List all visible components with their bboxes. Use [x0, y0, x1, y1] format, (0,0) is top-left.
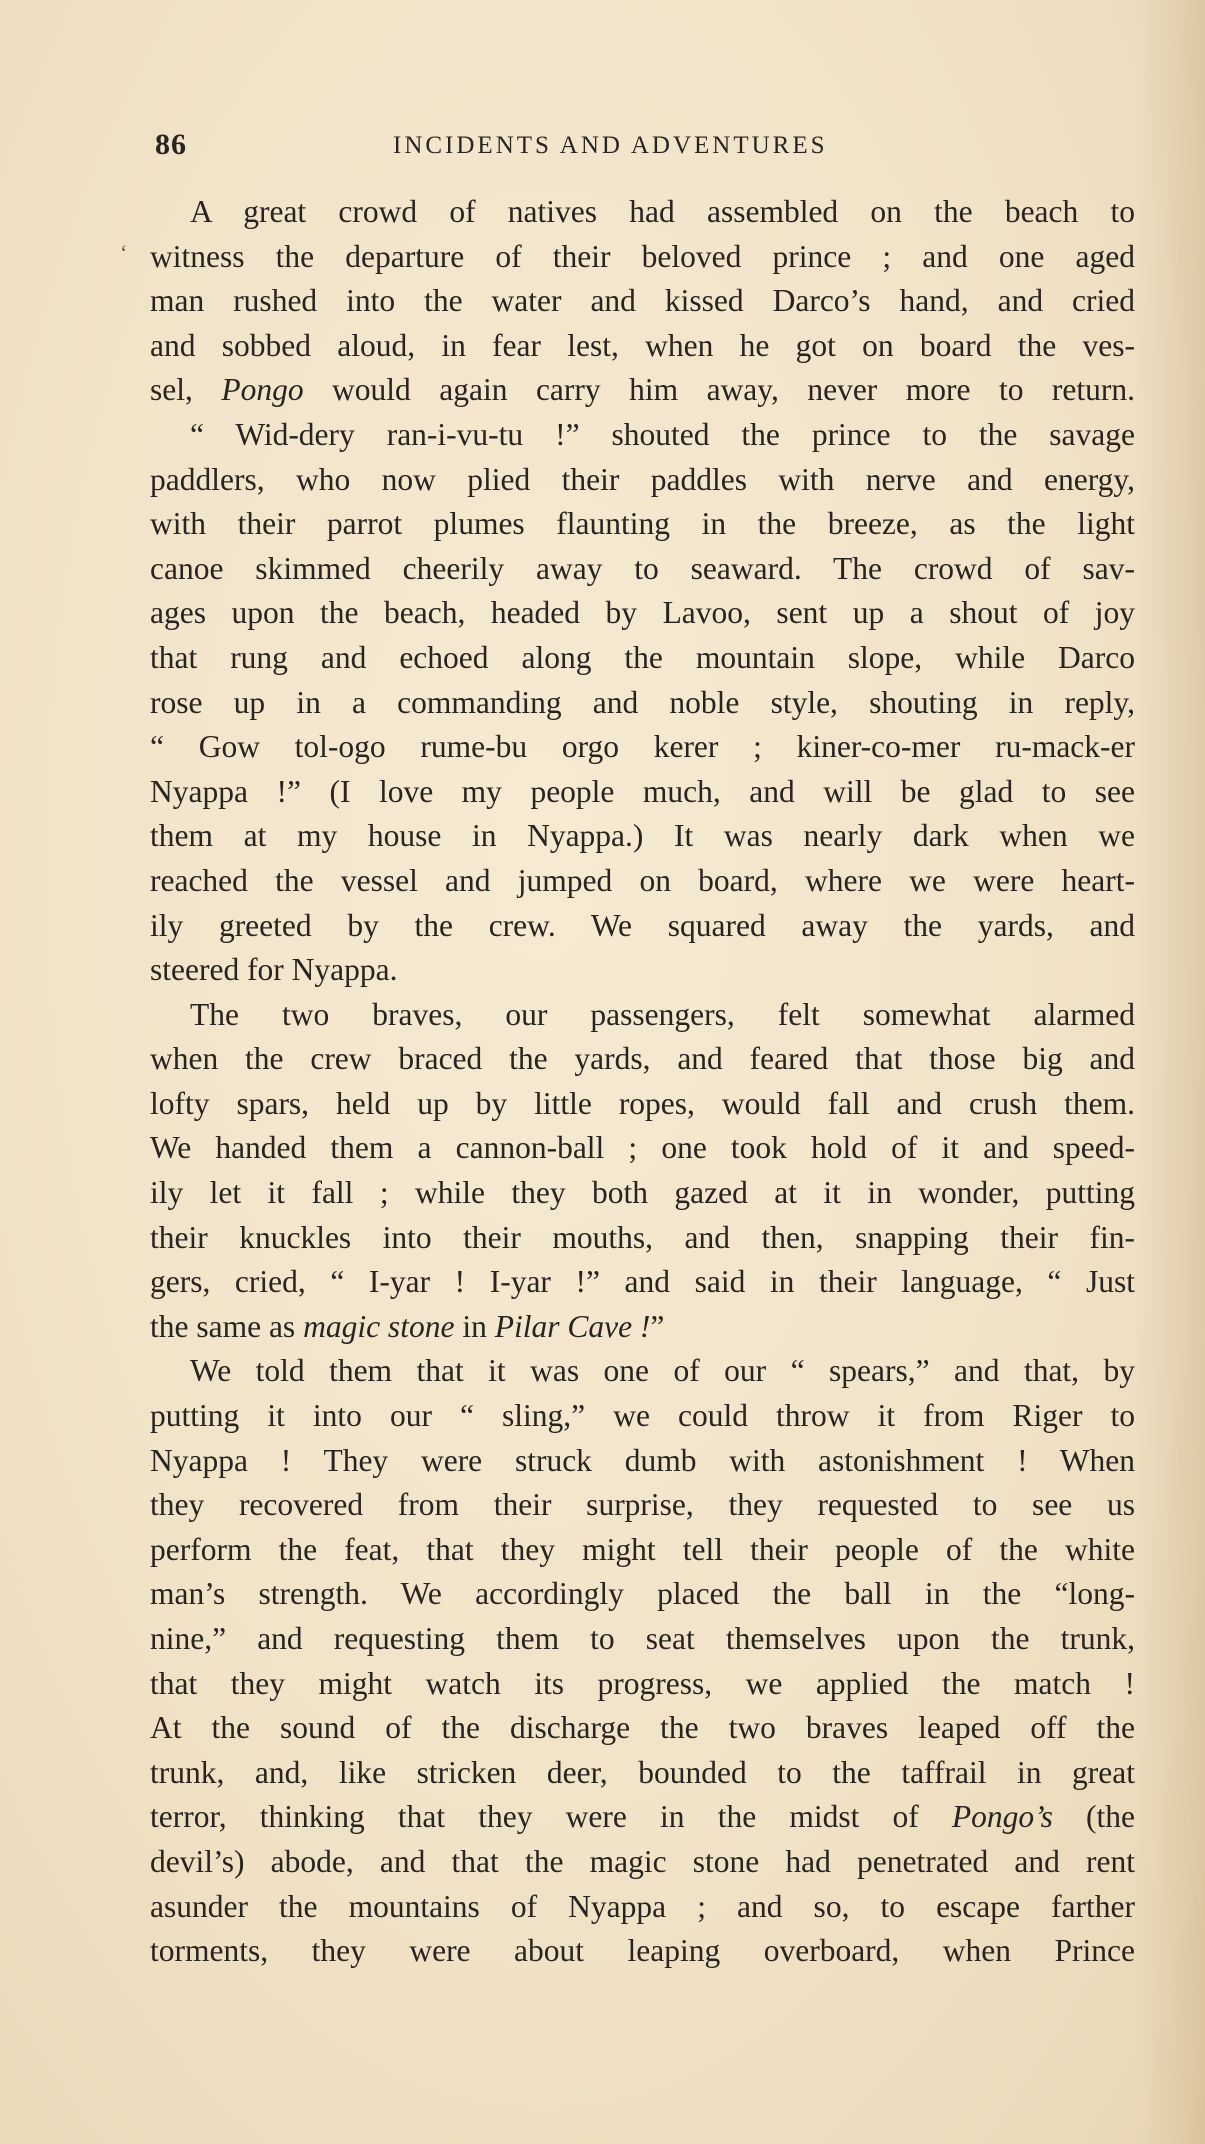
text-segment: We told them that it was one of our “ spears,” and that, by	[190, 1353, 1135, 1389]
text-segment: man’s strength. We accordingly placed the ball in the “long-	[150, 1576, 1135, 1612]
text-line	[150, 1840, 1135, 1885]
text-segment: rose up in a commanding and noble style, shouting in reply,	[150, 684, 1135, 720]
text-line	[150, 235, 1135, 280]
running-head: INCIDENTS AND ADVENTURES	[393, 132, 828, 159]
text-segment: ages upon the beach, headed by Lavoo, sent up a shout of joy	[150, 595, 1135, 631]
text-segment: The two braves, our passengers, felt somewhat alarmed	[190, 996, 1135, 1032]
italic-text: Pongo	[221, 372, 304, 408]
text-segment: reached the vessel and jumped on board, where we were heart-	[150, 862, 1135, 898]
text-segment: “ Wid-dery ran-i-vu-tu !” shouted the prince to the savage	[190, 416, 1135, 452]
text-segment: with their parrot plumes flaunting in the breeze, as the light	[150, 506, 1135, 542]
text-line	[150, 770, 1135, 815]
text-segment: would again carry him away, never more to return.	[303, 372, 1135, 408]
body-text	[150, 190, 1135, 1974]
text-line	[150, 859, 1135, 904]
text-segment: Nyappa !” (I love my people much, and will be glad to see	[150, 773, 1135, 809]
text-line	[150, 904, 1135, 949]
text-segment: (the	[1052, 1799, 1135, 1835]
text-line	[150, 279, 1135, 324]
text-line	[150, 368, 1135, 413]
text-line	[150, 190, 1135, 235]
text-segment: terror, thinking that they were in the midst of	[150, 1799, 952, 1835]
text-segment: lofty spars, held up by little ropes, would fall and crush them.	[150, 1085, 1135, 1121]
page-header	[155, 128, 895, 174]
text-line	[150, 1439, 1135, 1484]
text-line	[150, 1349, 1135, 1394]
text-line	[150, 1305, 1135, 1350]
italic-text: magic stone	[303, 1308, 455, 1344]
text-segment: devil’s) abode, and that the magic stone had penetrated and rent	[150, 1843, 1135, 1879]
text-segment: when the crew braced the yards, and feared that those big and	[150, 1041, 1135, 1077]
text-line	[150, 1126, 1135, 1171]
text-line	[150, 547, 1135, 592]
text-segment: that rung and echoed along the mountain slope, while Darco	[150, 639, 1135, 675]
text-segment: steered for Nyappa.	[150, 952, 398, 988]
text-line	[150, 502, 1135, 547]
text-line	[150, 413, 1135, 458]
italic-text: Pilar Cave !	[494, 1308, 651, 1344]
text-segment: trunk, and, like stricken deer, bounded to the taffrail in great	[150, 1754, 1135, 1790]
text-line	[150, 1706, 1135, 1751]
text-line	[150, 1528, 1135, 1573]
text-line	[150, 1572, 1135, 1617]
text-segment: and sobbed aloud, in fear lest, when he got on board the ves-	[150, 327, 1135, 363]
text-line	[150, 1483, 1135, 1528]
text-segment: putting it into our “ sling,” we could throw it from Riger to	[150, 1398, 1135, 1434]
text-segment: Nyappa ! They were struck dumb with astonishment ! When	[150, 1442, 1135, 1478]
text-segment: that they might watch its progress, we applied the match !	[150, 1665, 1135, 1701]
text-line	[150, 1216, 1135, 1261]
text-line	[150, 814, 1135, 859]
text-line	[150, 324, 1135, 369]
text-segment: ily greeted by the crew. We squared away the yards, and	[150, 907, 1135, 943]
italic-text: Pongo’s	[951, 1799, 1053, 1835]
text-segment: sel,	[150, 372, 222, 408]
text-line	[150, 1617, 1135, 1662]
text-segment: paddlers, who now plied their paddles with nerve and energy,	[150, 461, 1135, 497]
text-segment: At the sound of the discharge the two braves leaped off the	[150, 1710, 1135, 1746]
text-line	[150, 1260, 1135, 1305]
text-segment: ”	[650, 1308, 665, 1344]
text-line	[150, 1795, 1135, 1840]
text-line	[150, 1037, 1135, 1082]
text-segment: gers, cried, “ I-yar ! I-yar !” and said in their language, “ Just	[150, 1264, 1135, 1300]
text-segment: witness the departure of their beloved prince ; and one aged	[150, 238, 1135, 274]
text-line	[150, 1082, 1135, 1127]
text-line	[150, 591, 1135, 636]
text-segment: “ Gow tol-ogo rume-bu orgo kerer ; kiner-co-mer ru-mack-er	[150, 729, 1135, 765]
text-segment: canoe skimmed cheerily away to seaward. The crowd of sav-	[150, 550, 1135, 586]
text-segment: the same as	[150, 1308, 304, 1344]
text-segment: nine,” and requesting them to seat themselves upon the trunk,	[150, 1621, 1135, 1656]
text-segment: man rushed into the water and kissed Darco’s hand, and cried	[150, 283, 1135, 319]
text-line	[150, 1662, 1135, 1707]
text-segment: A great crowd of natives had assembled on the beach to	[190, 194, 1135, 229]
text-segment: ily let it fall ; while they both gazed at it in wonder, putting	[150, 1175, 1135, 1211]
text-line	[150, 725, 1135, 770]
text-segment: asunder the mountains of Nyappa ; and so, to escape farther	[150, 1888, 1135, 1924]
text-line	[150, 636, 1135, 681]
text-line	[150, 993, 1135, 1038]
text-line	[150, 948, 1135, 993]
text-line	[150, 1929, 1135, 1974]
page-number: 86	[155, 128, 187, 161]
text-segment: We handed them a cannon-ball ; one took hold of it and speed-	[150, 1130, 1135, 1166]
text-segment: them at my house in Nyappa.) It was nearly dark when we	[150, 818, 1135, 854]
text-line	[150, 458, 1135, 503]
text-line	[150, 1885, 1135, 1930]
text-segment: torments, they were about leaping overboard, when Prince	[150, 1933, 1135, 1969]
margin-mark: ‘	[120, 240, 128, 265]
text-segment: their knuckles into their mouths, and then, snapping their fin-	[150, 1219, 1135, 1255]
text-line	[150, 681, 1135, 726]
text-line	[150, 1394, 1135, 1439]
text-line	[150, 1751, 1135, 1796]
text-line	[150, 1171, 1135, 1216]
text-segment: in	[454, 1308, 495, 1344]
text-segment: they recovered from their surprise, they requested to see us	[150, 1487, 1135, 1523]
text-segment: perform the feat, that they might tell their people of the white	[150, 1531, 1135, 1567]
